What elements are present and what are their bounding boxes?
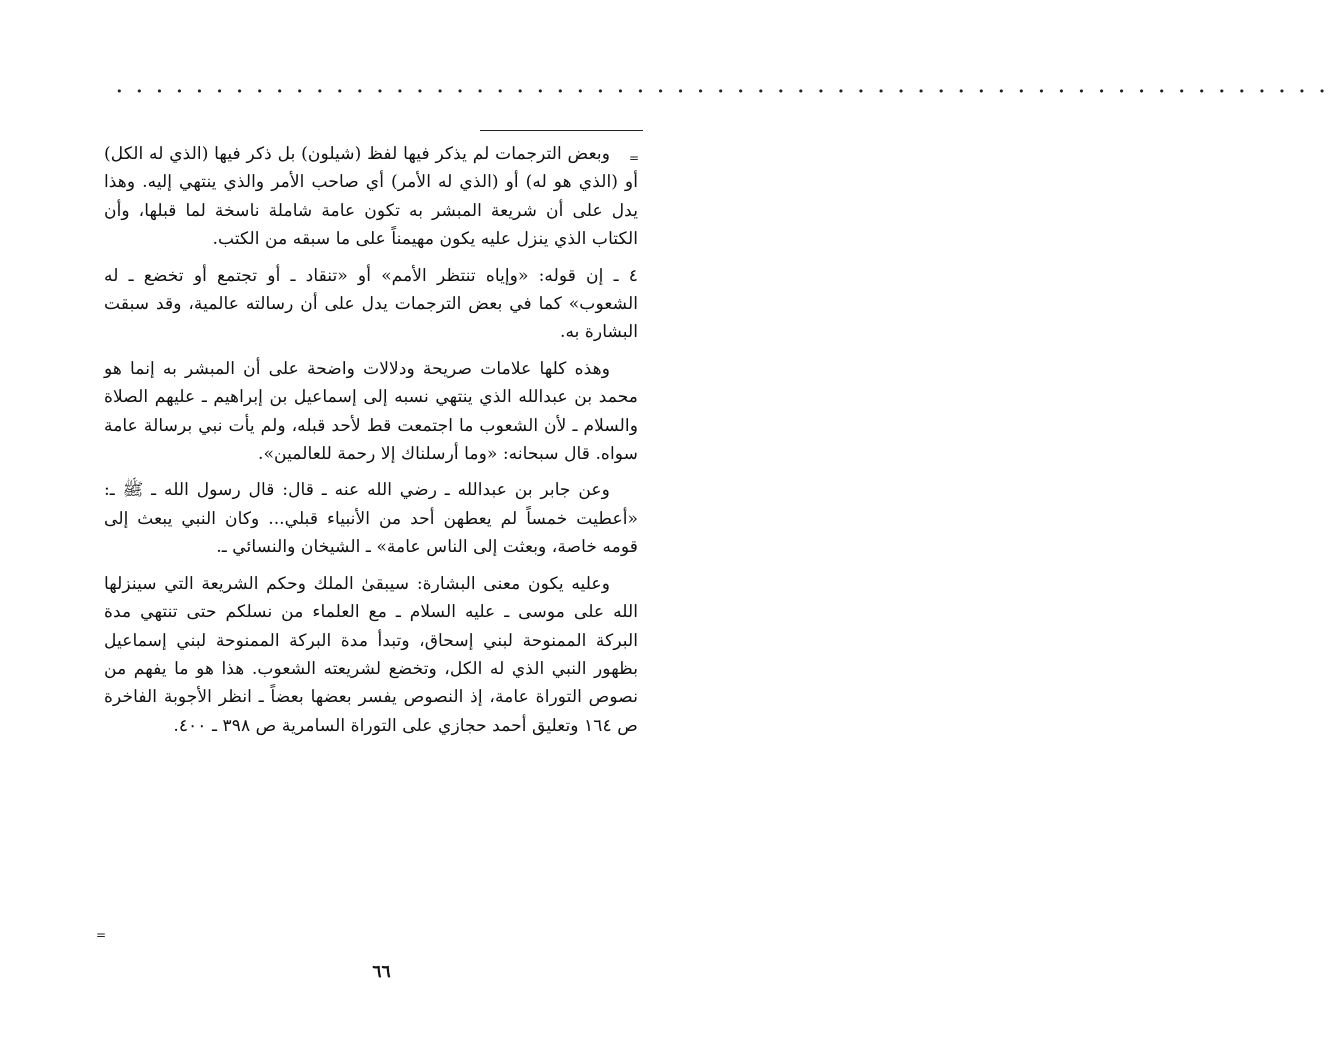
page-number: ٦٦ <box>372 962 391 982</box>
paragraph-signs: وهذه كلها علامات صريحة ودلالات واضحة على أن المبشر به إنما هو محمد بن عبدالله الذي ينتهي نسبه إلى إسماعيل بن إبراهيم ـ عليهم الصلاة والسلام ـ لأن الشعوب ما اجتمعت قط لأحد قبله، ولم يأت نبي برسالة عامة سواه. قال سبحانه: «وما أرسلناك إلا رحمة للعالمين». <box>104 358 638 465</box>
continuation-mark-bottom: = <box>96 928 107 942</box>
paragraph-meaning: وعليه يكون معنى البشارة: سيبقىٰ الملك وحكم الشريعة التي سينزلها الله على موسى ـ عليه السلام ـ مع العلماء من نسلكم حتى تنتهي مدة البركة الممنوحة لبني إسحاق، وتبدأ مدة البركة الممنوحة لبني إسماعيل بظهور النبي الذي له الكل، وتخضع لشريعته الشعوب. هذا هو ما يفهم من نصوص التوراة عامة، إذ النصوص يفسر بعضها بعضاً ـ انظر الأجوبة الفاخرة ص ١٦٤ وتعليق أحمد حجازي على التوراة السامرية ص ٣٩٨ ـ ٤٠٠. <box>104 573 638 736</box>
paragraph-translations: وبعض الترجمات لم يذكر فيها لفظ (شيلون) بل ذكر فيها (الذي له الكل) أو (الذي هو له) أو (الذي له الأمر) أي صاحب الأمر والذي ينتهي إليه. وهذا يدل على أن شريعة المبشر به تكون عامة شاملة ناسخة لما قبلها، وأن الكتاب الذي ينزل عليه يكون مهيمناً على ما سبقه من الكتب. <box>104 144 638 250</box>
dotted-separator: • • • • • • • • • • • • • • • • • • • • • • • • • • • • • • • • • • • • • • • • • • • • • • • • • • • • • • • • • • • • • <box>116 85 1329 98</box>
continuation-mark-top: = <box>629 151 640 165</box>
paragraph-hadith: وعن جابر بن عبدالله ـ رضي الله عنه ـ قال: قال رسول الله ـ ﷺ ـ: «أعطيت خمساً لم يعطهن أحد من الأنبياء قبلي... وكان النبي يبعث إلى قومه خاصة، وبعثت إلى الناس عامة» ـ الشيخان والنسائي ـ. <box>104 480 638 558</box>
footnote-text <box>104 140 638 748</box>
paragraph-point-4: ٤ ـ إن قوله: «وإياه تنتظر الأمم» أو «تنقاد ـ أو تجتمع أو تخضع ـ له الشعوب» كما في بعض الترجمات يدل على أن رسالته عالمية، وقد سبقت البشارة به. <box>104 265 638 343</box>
footnote-rule <box>480 130 643 131</box>
